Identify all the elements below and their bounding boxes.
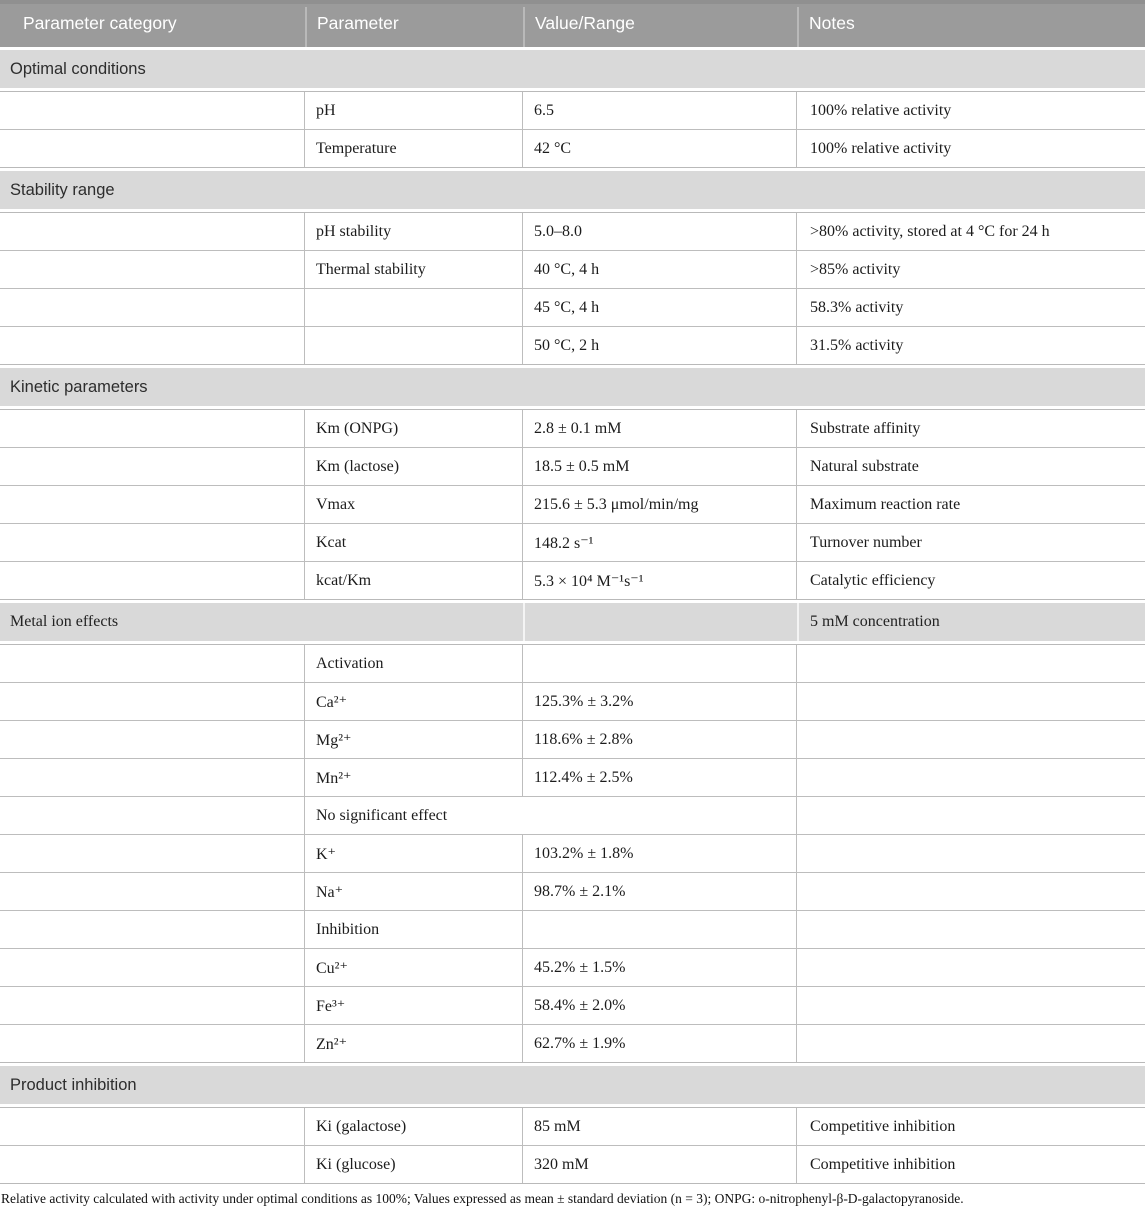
column-header-parameter: Parameter (305, 0, 523, 47)
param-category-cell (0, 130, 305, 167)
value-cell: 45.2% ± 1.5% (523, 949, 797, 986)
table-row (0, 250, 1145, 288)
param-category-cell (0, 486, 305, 523)
param-category-cell (0, 1025, 305, 1062)
parameter-cell: Ca²⁺ (305, 683, 523, 720)
value-cell: 45 °C, 4 h (523, 289, 797, 326)
table-row (0, 720, 1145, 758)
value-cell: 118.6% ± 2.8% (523, 721, 797, 758)
table-header-row (0, 0, 1145, 47)
value-cell: 103.2% ± 1.8% (523, 835, 797, 872)
value-cell: 2.8 ± 0.1 mM (523, 410, 797, 447)
parameter-cell: kcat/Km (305, 562, 523, 599)
table-row (0, 129, 1145, 167)
parameter-cell: Thermal stability (305, 251, 523, 288)
notes-cell: Substrate affinity (810, 419, 921, 437)
section-row-stability-range (0, 171, 1145, 209)
table-row (0, 92, 1145, 129)
table-row (0, 485, 1145, 523)
table-row (0, 758, 1145, 796)
table-row (0, 561, 1145, 599)
notes-cell: Maximum reaction rate (810, 495, 961, 513)
param-category-cell (0, 645, 305, 682)
table-footnote: Relative activity calculated with activity under optimal conditions as 100%; Values expressed as mean ± standard deviation (n = 3); ONPG: o-nitrophenyl-β-D-galactopyranoside. (1, 1191, 964, 1206)
section-row-kinetic-parameters (0, 368, 1145, 406)
value-cell: 112.4% ± 2.5% (523, 759, 797, 796)
column-header-notes: Notes (797, 0, 1145, 47)
section-title: Kinetic parameters (10, 377, 148, 396)
notes-cell (797, 835, 1145, 872)
notes-cell: Catalytic efficiency (810, 571, 936, 589)
value-cell: 148.2 s⁻¹ (523, 524, 797, 561)
value-cell: 85 mM (523, 1108, 797, 1145)
notes-cell: >85% activity (810, 260, 901, 278)
section-title: Product inhibition (10, 1075, 137, 1094)
notes-cell: >80% activity, stored at 4 °C for 24 h (810, 222, 1050, 240)
notes-cell: Competitive inhibition (810, 1117, 956, 1135)
value-cell: 42 °C (523, 130, 797, 167)
table-row (0, 410, 1145, 447)
table-row (0, 213, 1145, 250)
parameter-cell: Temperature (305, 130, 523, 167)
parameter-cell: pH stability (305, 213, 523, 250)
section-notes-cell: 5 mM concentration (797, 603, 1145, 641)
section-value-cell (523, 603, 797, 641)
parameter-cell: Kcat (305, 524, 523, 561)
notes-cell (797, 1025, 1145, 1062)
parameter-cell: Fe³⁺ (305, 987, 523, 1024)
parameter-cell: Na⁺ (305, 873, 523, 910)
section-title: Optimal conditions (10, 59, 146, 78)
param-category-cell (0, 683, 305, 720)
section-block-stability-range (0, 212, 1145, 365)
table-row (0, 288, 1145, 326)
param-category-cell (0, 251, 305, 288)
parameter-cell: Activation (305, 645, 523, 682)
parameter-cell: Cu²⁺ (305, 949, 523, 986)
section-block-kinetic-parameters (0, 409, 1145, 600)
parameter-cell: Inhibition (305, 911, 523, 948)
section-row-product-inhibition (0, 1066, 1145, 1104)
param-category-cell (0, 1146, 305, 1183)
parameter-cell: pH (305, 92, 523, 129)
column-header-parameter-category: Parameter category (23, 13, 177, 33)
notes-cell (797, 645, 1145, 682)
section-row-metal-ion-effects (0, 603, 1145, 641)
parameter-cell (305, 327, 523, 364)
table-row (0, 910, 1145, 948)
notes-cell: Turnover number (810, 533, 922, 551)
parameter-cell: No significant effect (305, 797, 797, 834)
param-category-cell (0, 797, 305, 834)
table-row (0, 1145, 1145, 1183)
value-cell: 320 mM (523, 1146, 797, 1183)
notes-cell (797, 797, 1145, 834)
parameter-cell: Zn²⁺ (305, 1025, 523, 1062)
notes-cell: 100% relative activity (810, 139, 952, 157)
value-cell: 18.5 ± 0.5 mM (523, 448, 797, 485)
param-category-cell (0, 410, 305, 447)
parameter-cell: Km (lactose) (305, 448, 523, 485)
table-row (0, 796, 1145, 834)
notes-cell (797, 987, 1145, 1024)
value-cell: 50 °C, 2 h (523, 327, 797, 364)
value-cell: 215.6 ± 5.3 μmol/min/mg (523, 486, 797, 523)
section-block-metal-ion-effects (0, 644, 1145, 1063)
table-row (0, 682, 1145, 720)
value-cell: 40 °C, 4 h (523, 251, 797, 288)
value-cell: 125.3% ± 3.2% (523, 683, 797, 720)
column-header-value-range: Value/Range (523, 0, 797, 47)
table-row (0, 447, 1145, 485)
table-row (0, 326, 1145, 364)
table-row (0, 948, 1145, 986)
param-category-cell (0, 448, 305, 485)
param-category-cell (0, 911, 305, 948)
param-category-cell (0, 327, 305, 364)
notes-cell: Natural substrate (810, 457, 919, 475)
param-category-cell (0, 759, 305, 796)
param-category-cell (0, 873, 305, 910)
value-cell (523, 911, 797, 948)
param-category-cell (0, 987, 305, 1024)
value-cell: 98.7% ± 2.1% (523, 873, 797, 910)
table-row (0, 872, 1145, 910)
param-category-cell (0, 835, 305, 872)
table-row (0, 986, 1145, 1024)
notes-cell: Competitive inhibition (810, 1155, 956, 1173)
param-category-cell (0, 562, 305, 599)
value-cell: 62.7% ± 1.9% (523, 1025, 797, 1062)
section-title: Metal ion effects (10, 613, 119, 630)
notes-cell: 100% relative activity (810, 101, 952, 119)
notes-cell (797, 873, 1145, 910)
notes-cell (797, 721, 1145, 758)
value-cell: 5.0–8.0 (523, 213, 797, 250)
table-row (0, 834, 1145, 872)
notes-cell: 31.5% activity (810, 336, 904, 354)
section-row-optimal-conditions (0, 50, 1145, 88)
section-block-optimal-conditions (0, 91, 1145, 168)
param-category-cell (0, 289, 305, 326)
table-row (0, 1024, 1145, 1062)
parameter-cell: Ki (galactose) (305, 1108, 523, 1145)
notes-cell (797, 911, 1145, 948)
parameter-cell: K⁺ (305, 835, 523, 872)
table-row (0, 523, 1145, 561)
param-category-cell (0, 1108, 305, 1145)
section-block-product-inhibition (0, 1107, 1145, 1184)
param-category-cell (0, 524, 305, 561)
parameter-cell: Km (ONPG) (305, 410, 523, 447)
parameter-cell: Mn²⁺ (305, 759, 523, 796)
table-body (0, 50, 1145, 1184)
table-row (0, 645, 1145, 682)
value-cell (523, 645, 797, 682)
notes-cell: 58.3% activity (810, 298, 904, 316)
value-cell: 6.5 (523, 92, 797, 129)
section-title: Stability range (10, 180, 115, 199)
notes-cell (797, 683, 1145, 720)
notes-cell (797, 759, 1145, 796)
value-cell: 5.3 × 10⁴ M⁻¹s⁻¹ (523, 562, 797, 599)
param-category-cell (0, 213, 305, 250)
parameter-cell: Mg²⁺ (305, 721, 523, 758)
param-category-cell (0, 721, 305, 758)
param-category-cell (0, 949, 305, 986)
parameter-cell: Ki (glucose) (305, 1146, 523, 1183)
param-category-cell (0, 92, 305, 129)
parameter-cell: Vmax (305, 486, 523, 523)
table-row (0, 1108, 1145, 1145)
value-cell: 58.4% ± 2.0% (523, 987, 797, 1024)
notes-cell (797, 949, 1145, 986)
parameter-cell (305, 289, 523, 326)
